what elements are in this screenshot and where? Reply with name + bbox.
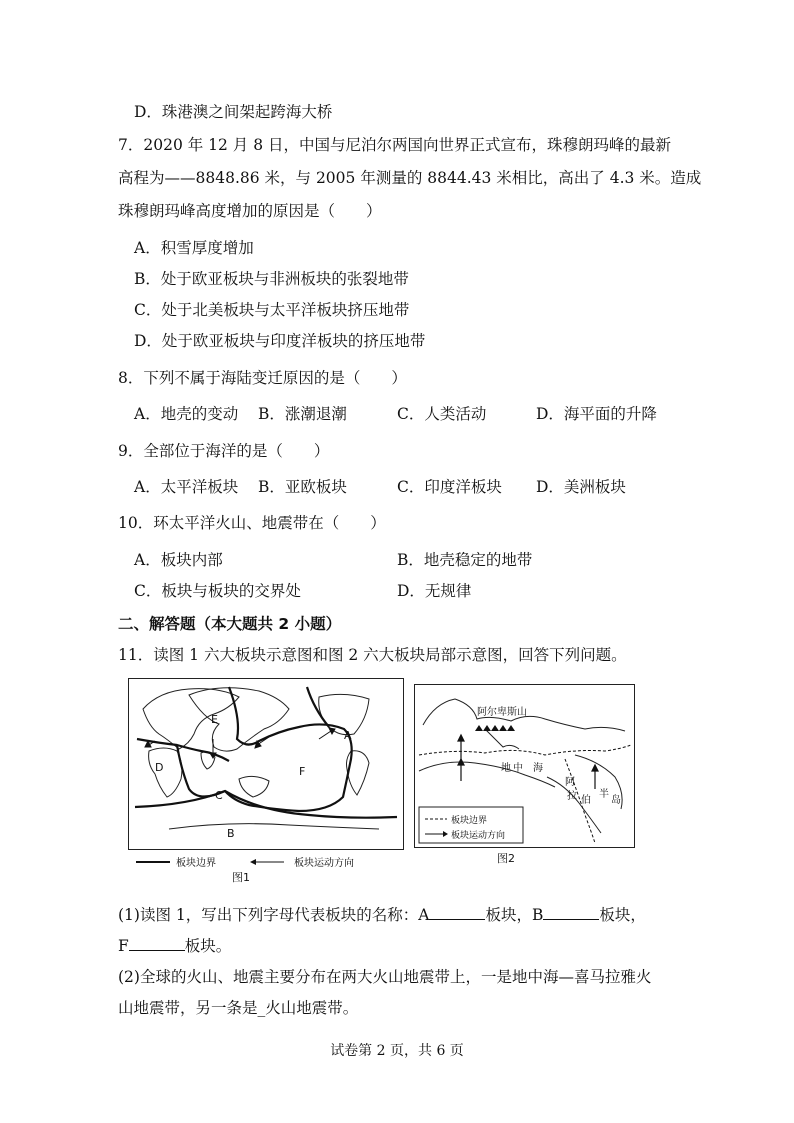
africa-outline [149,748,182,797]
q7-stem-line2: 高程为——8848.86 米，与 2005 年测量的 8844.43 米相比，高出了 4.3 米。造成 [118,169,702,187]
q11-sub2-line1: (2)全球的火山、地震主要分布在两大火山地震带上，一是地中海—喜马拉雅火 [118,968,652,986]
q11-sub1-line2 [118,934,231,956]
figure1-legend [134,855,396,869]
section-heading: 二、解答题（本大题共 2 小题） [118,615,342,633]
q7-stem-line1: 7．2020 年 12 月 8 日，中国与尼泊尔两国向世界正式宣布，珠穆朗玛峰的最新 [118,136,672,154]
q11-sub1-text5: 板块。 [184,937,232,955]
answer-blank-b[interactable] [543,903,599,920]
q7-option-c: C．处于北美板块与太平洋板块挤压地带 [134,301,410,319]
italy-outline [485,729,519,749]
q8-option-a: A．地壳的变动 [134,405,239,423]
q8-option-d: D．海平面的升降 [536,405,657,423]
plate-label-e: E [211,713,218,726]
q7-option-d: D．处于欧亚板块与印度洋板块的挤压地带 [134,332,426,350]
legend-motion-arrowhead [250,859,256,865]
pacific-plate-boundary [225,687,352,811]
american-plate-boundary [307,687,329,727]
motion-arrowhead-south [458,759,464,765]
plate-label-b: B [227,827,235,840]
figure1-caption: 图1 [232,871,250,884]
q10-stem: 10．环太平洋火山、地震带在（ ） [118,514,386,532]
q11-stem: 11．读图 1 六大板块示意图和图 2 六大板块局部示意图，回答下列问题。 [118,646,627,664]
answer-blank-a[interactable] [429,903,485,920]
motion-arrowhead-3 [329,728,335,734]
legend-motion-label: 板块运动方向 [294,858,354,869]
figure2-caption: 图2 [497,852,515,865]
q8-stem: 8．下列不属于海陆变迁原因的是（ ） [118,369,407,387]
q8-option-b: B．涨潮退潮 [258,405,347,423]
q10-option-a: A．板块内部 [134,551,223,569]
motion-arrowhead-north [458,735,464,741]
plate-label-f: F [299,765,306,778]
figure2-legend-motion-label: 板块运动方向 [451,831,506,841]
q11-sub2-line2: 山地震带，另一条是_火山地震带。 [118,999,359,1017]
mediterranean-label-2: 中 [513,763,523,774]
plate-label-c: C [215,789,223,802]
motion-arrowhead-arabia [592,765,598,771]
mediterranean-label-3: 海 [533,763,543,774]
figure2-map [414,684,635,848]
alps-mountain-symbols [475,725,515,731]
plate-label-d: D [155,761,164,774]
q11-sub1-line1 [118,903,646,925]
q8-option-c: C．人类活动 [397,405,487,423]
antarctic-plate-boundary [135,791,397,818]
q9-option-a: A．太平洋板块 [134,478,239,496]
answer-blank-f[interactable] [129,934,185,951]
q11-sub1-text3: 板块， [599,906,646,924]
arabia-label-1: 阿 [565,777,575,788]
q9-option-c: C．印度洋板块 [397,478,502,496]
figure2-legend-boundary-label: 板块边界 [451,816,488,826]
alps-label: 阿尔卑斯山 [477,707,527,718]
figure1-svg [129,679,403,849]
plate-boundary-dashed [419,745,631,755]
q10-option-c: C．板块与板块的交界处 [134,582,301,600]
q7-option-a: A．积雪厚度增加 [134,239,254,257]
page-footer: 试卷第 2 页，共 6 页 [330,1043,464,1059]
south-america-outline [347,751,370,795]
mediterranean-label-1: 地 [501,763,511,774]
q10-option-d: D．无规律 [397,582,472,600]
q11-sub1-text1: (1)读图 1，写出下列字母代表板块的名称：A [118,906,430,924]
arabia-label-2: 拉 [567,791,577,802]
q9-option-d: D．美洲板块 [536,478,626,496]
q7-option-b: B．处于欧亚板块与非洲板块的张裂地带 [134,270,409,288]
figure2-svg [415,685,634,847]
q6-option-d: D．珠港澳之间架起跨海大桥 [134,103,333,121]
arabia-label-5: 岛 [611,795,621,806]
q7-stem-line3: 珠穆朗玛峰高度增加的原因是（ ） [118,202,382,220]
q11-sub1-text4: F [118,937,129,955]
q9-option-b: B．亚欧板块 [258,478,347,496]
plate-label-a: A [344,729,352,742]
antarctica-outline [169,824,379,829]
legend-boundary-label: 板块边界 [176,858,216,869]
q11-sub1-text2: 板块，B [485,906,544,924]
motion-arrow-3 [319,731,331,739]
q10-option-b: B．地壳稳定的地带 [397,551,533,569]
figure1-map [128,678,404,850]
australia-outline [239,776,269,797]
arabia-label-4: 半 [599,789,609,800]
arabia-label-3: 伯 [581,795,591,806]
q9-stem: 9．全部位于海洋的是（ ） [118,442,330,460]
